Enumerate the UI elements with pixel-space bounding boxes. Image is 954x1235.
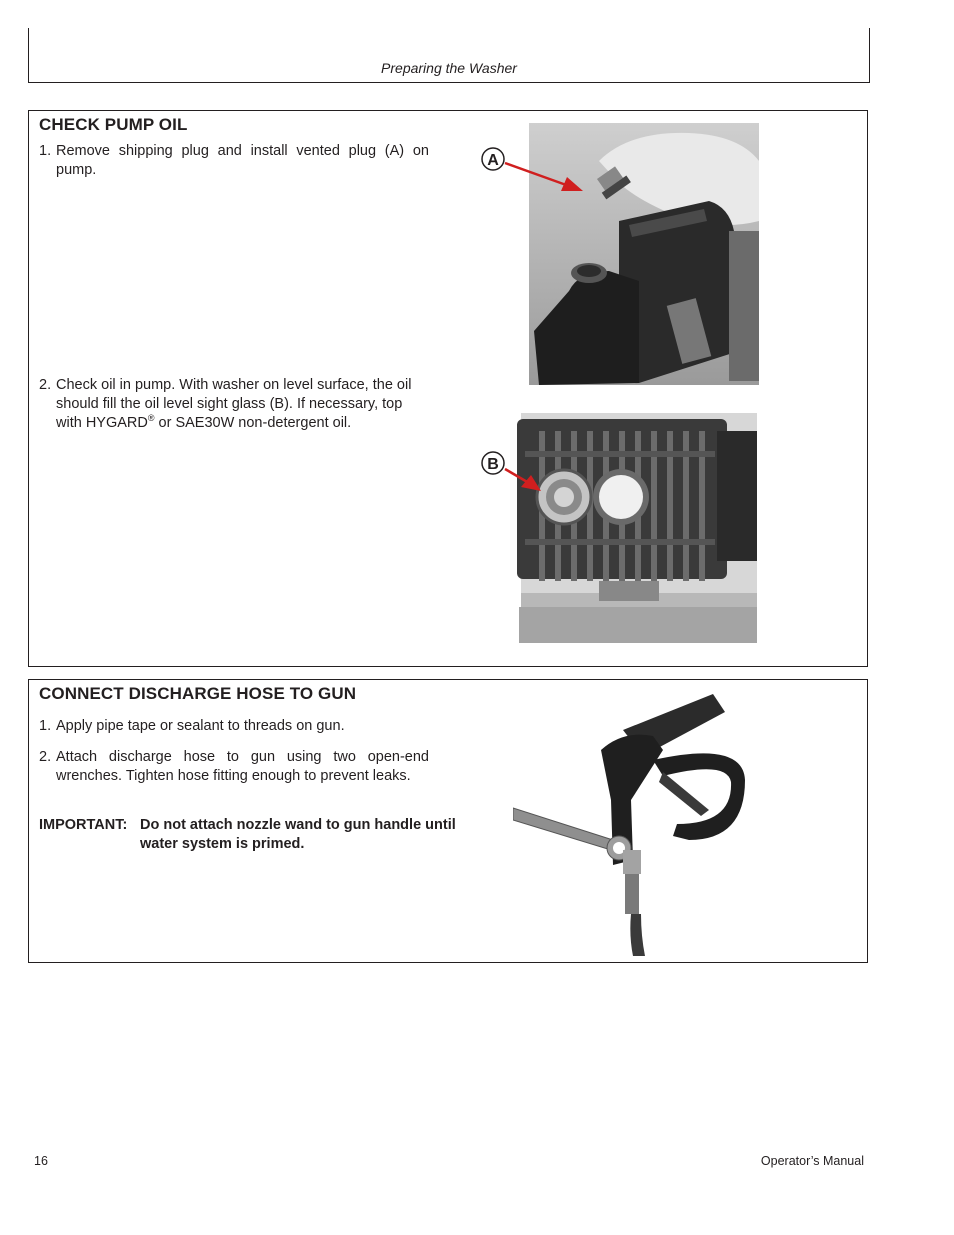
step-number: 1. [39, 718, 52, 734]
step-number: 2. [39, 377, 52, 393]
callout-a-label: A [487, 152, 499, 169]
registered-mark: ® [147, 413, 155, 424]
important-label: IMPORTANT: [39, 817, 128, 833]
step-text: Attach discharge hose to gun using two open-end wrenches. Tighten hose fitting enough to prevent leaks. [56, 749, 429, 784]
vented-plug-photo [479, 121, 809, 387]
step-text: Apply pipe tape or sealant to threads on gun. [56, 718, 345, 734]
page-header [28, 28, 870, 83]
hose-step-1 [39, 717, 429, 736]
check-pump-oil-heading: CHECK PUMP OIL [39, 115, 188, 134]
check-pump-oil-section [28, 110, 868, 667]
hose-step-2 [39, 748, 429, 786]
callout-b-label: B [487, 456, 499, 473]
connect-discharge-hose-section [28, 679, 868, 963]
important-text: Do not attach nozzle wand to gun handle until water system is primed. [140, 817, 456, 852]
page-number: 16 [34, 1154, 48, 1168]
connect-hose-heading: CONNECT DISCHARGE HOSE TO GUN [39, 684, 357, 703]
important-note [39, 816, 459, 854]
section-header-title: Preparing the Washer [381, 60, 517, 76]
manual-title: Operator’s Manual [760, 1154, 864, 1168]
step-text: Remove shipping plug and install vented plug (A) on pump. [56, 143, 429, 178]
step-number: 1. [39, 143, 52, 159]
step-number: 2. [39, 749, 52, 765]
oil-sight-glass-photo [479, 411, 809, 643]
pump-oil-step-2 [39, 376, 429, 433]
step-text: Check oil in pump. With washer on level surface, the oil should fill the oil level sight glass (B). If necessary, top with HYGARD® or SAE30W non-detergent oil. [56, 377, 412, 431]
spray-gun-photo [513, 690, 813, 956]
pump-oil-step-1 [39, 142, 429, 180]
